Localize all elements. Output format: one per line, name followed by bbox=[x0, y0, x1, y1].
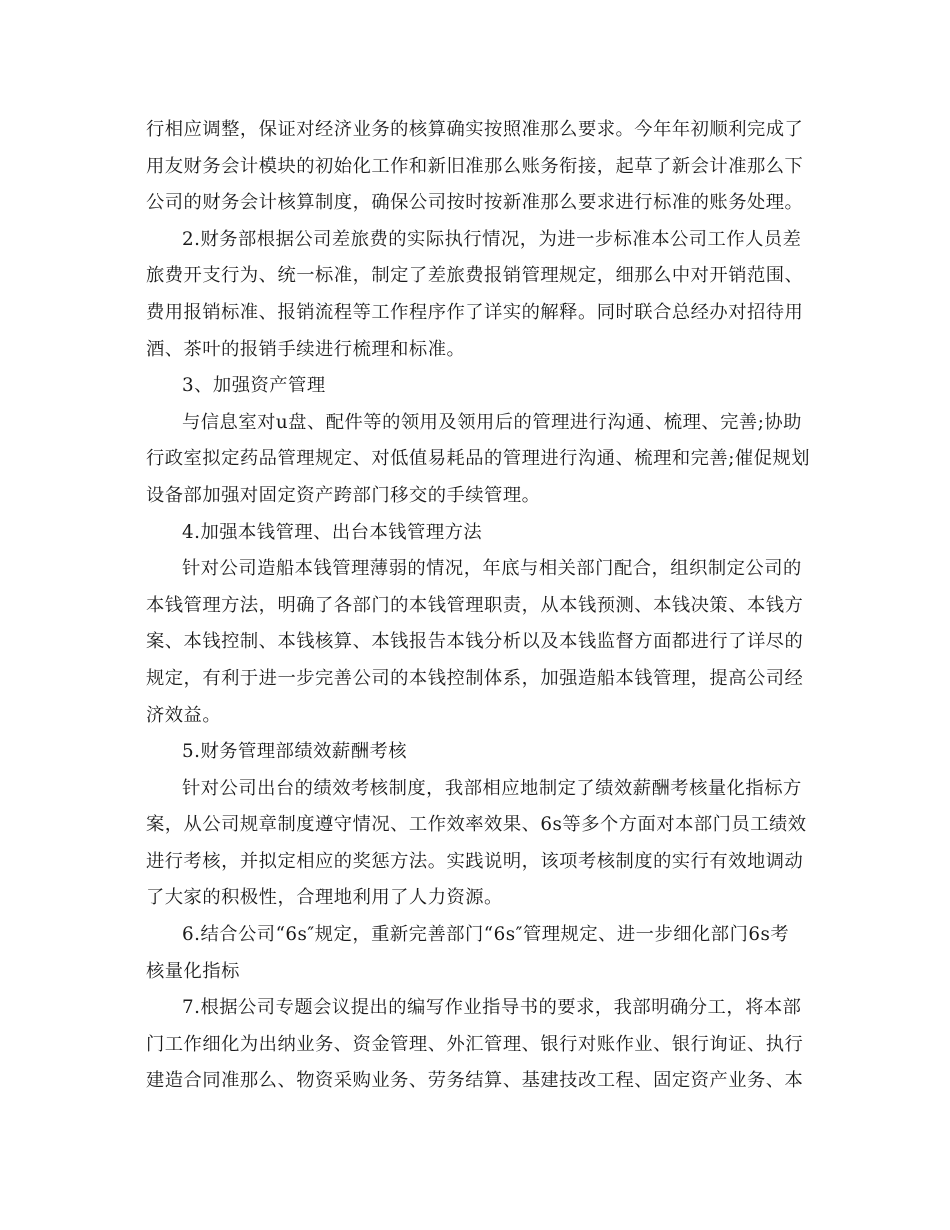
text-line: 进行考核，并拟定相应的奖惩方法。实践说明，该项考核制度的实行有效地调动 bbox=[146, 850, 804, 872]
text-line: 行相应调整，保证对经济业务的核算确实按照准那么要求。今年年初顺利完成了 bbox=[146, 119, 804, 140]
paragraph-start-line: 与信息室对u盘、配件等的领用及领用后的管理进行沟通、梳理、完善;协助 bbox=[182, 411, 802, 433]
section-heading: 5.财务管理部绩效薪酬考核 bbox=[182, 741, 408, 763]
section-heading: 4.加强本钱管理、出台本钱管理方法 bbox=[182, 521, 483, 543]
paragraph-start-line: 2.财务部根据公司差旅费的实际执行情况，为进一步标准本公司工作人员差 bbox=[182, 228, 802, 250]
text-line: 费用报销标准、报销流程等工作程序作了详实的解释。同时联合总经办对招待用 bbox=[146, 301, 804, 323]
text-line: 规定，有利于进一步完善公司的本钱控制体系，加强造船本钱管理，提高公司经 bbox=[146, 667, 804, 689]
text-line: 建造合同准那么、物资采购业务、劳务结算、基建技改工程、固定资产业务、本 bbox=[146, 1070, 804, 1092]
text-line: 济效益。 bbox=[146, 704, 222, 726]
text-line: 用友财务会计模块的初始化工作和新旧准那么账务衔接，起草了新会计准那么下 bbox=[146, 155, 804, 177]
paragraph-start-line: 7.根据公司专题会议提出的编写作业指导书的要求，我部明确分工，将本部 bbox=[182, 997, 802, 1019]
text-line: 案、本钱控制、本钱核算、本钱报告本钱分析以及本钱监督方面都进行了详尽的 bbox=[146, 631, 804, 653]
text-line: 旅费开支行为、统一标准，制定了差旅费报销管理规定，细那么中对开销范围、 bbox=[146, 265, 804, 287]
text-line: 核量化指标 bbox=[146, 960, 240, 982]
text-line: 酒、茶叶的报销手续进行梳理和标准。 bbox=[146, 338, 466, 360]
text-line: 本钱管理方法，明确了各部门的本钱管理职责，从本钱预测、本钱决策、本钱方 bbox=[146, 594, 804, 616]
document-body bbox=[146, 112, 811, 1100]
text-line: 行政室拟定药品管理规定、对低值易耗品的管理进行沟通、梳理和完善;催促规划 bbox=[146, 448, 811, 470]
text-line: 了大家的积极性，合理地利用了人力资源。 bbox=[146, 887, 503, 909]
text-line: 门工作细化为出纳业务、资金管理、外汇管理、银行对账作业、银行询证、执行 bbox=[146, 1033, 804, 1055]
section-heading: 3、加强资产管理 bbox=[182, 375, 326, 397]
paragraph-start-line: 针对公司出台的绩效考核制度，我部相应地制定了绩效薪酬考核量化指标方 bbox=[182, 777, 802, 799]
paragraph-start-line: 针对公司造船本钱管理薄弱的情况，年底与相关部门配合，组织制定公司的 bbox=[182, 558, 802, 580]
text-line: 案，从公司规章制度遵守情况、工作效率效果、6s等多个方面对本部门员工绩效 bbox=[146, 814, 807, 836]
text-line: 公司的财务会计核算制度，确保公司按时按新准那么要求进行标准的账务处理。 bbox=[146, 192, 804, 214]
text-line: 设备部加强对固定资产跨部门移交的手续管理。 bbox=[146, 484, 541, 506]
paragraph-start-line: 6.结合公司“6s″规定，重新完善部门“6s″管理规定、进一步细化部门6s考 bbox=[182, 924, 790, 946]
